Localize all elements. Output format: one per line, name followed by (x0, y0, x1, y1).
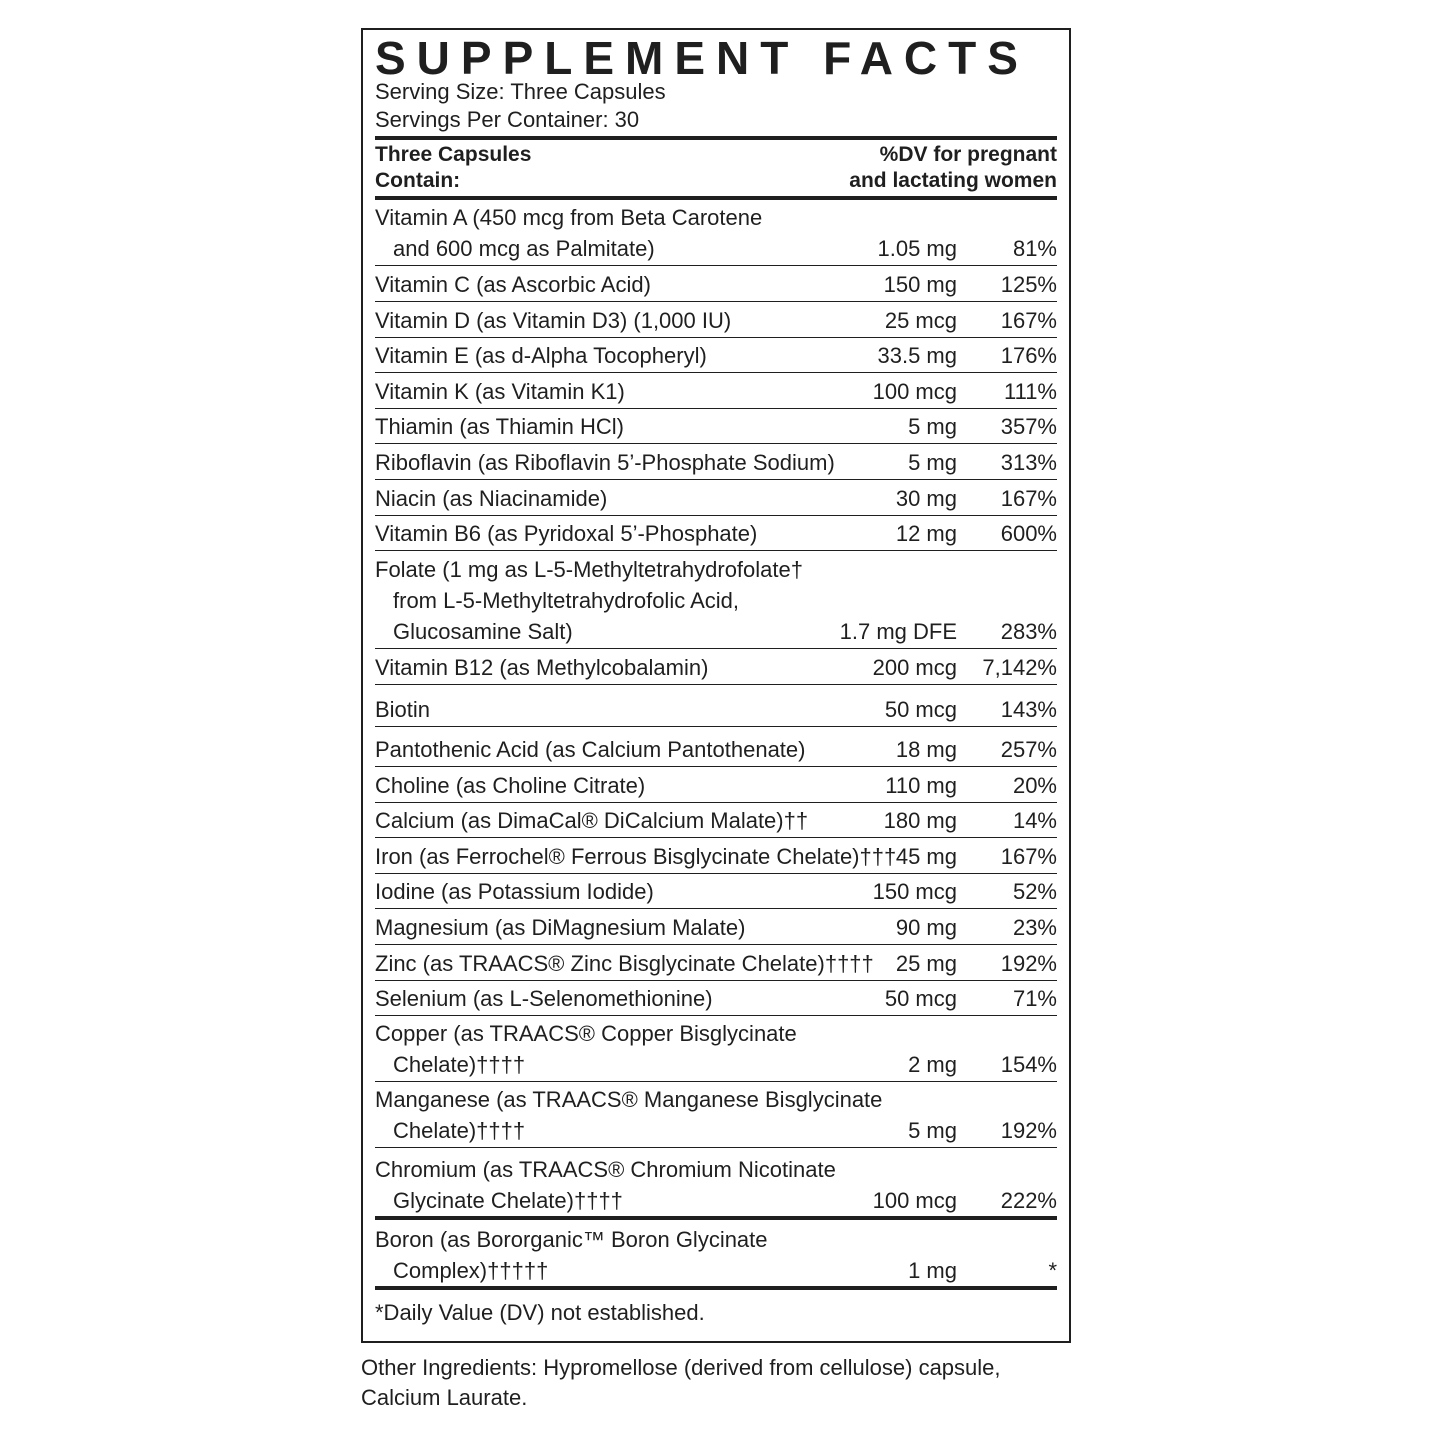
nutrient-name (375, 305, 731, 336)
nutrient-name (375, 876, 654, 907)
nutrient-name-line: Riboflavin (as Riboflavin 5’-Phosphate Sodium) (375, 450, 835, 475)
dv-header-line1: %DV for pregnant (879, 143, 1057, 166)
nutrient-daily-value: 20% (1012, 773, 1057, 798)
nutrient-name (375, 734, 805, 765)
nutrient-amount: 150 mcg (872, 879, 957, 904)
nutrient-daily-value: 283% (1000, 619, 1057, 644)
row-divider (375, 1286, 1057, 1290)
nutrient-row (375, 874, 1057, 909)
nutrient-name-line: Vitamin B12 (as Methylcobalamin) (375, 655, 709, 680)
nutrient-daily-value: 154% (1000, 1052, 1057, 1077)
nutrient-amount: 30 mg (895, 486, 957, 511)
nutrient-name-line: from L-5-Methyltetrahydrofolic Acid, (393, 588, 740, 613)
nutrient-name (375, 202, 762, 264)
nutrient-row (375, 1218, 1057, 1288)
nutrient-name (375, 411, 624, 442)
nutrient-name (375, 554, 803, 647)
nutrient-name (375, 518, 757, 549)
nutrient-name-line: Chromium (as TRAACS® Chromium Nicotinate (375, 1157, 836, 1182)
nutrient-row (375, 909, 1057, 945)
supplement-facts-panel (361, 28, 1071, 1343)
nutrient-amount: 1.05 mg (877, 236, 957, 261)
nutrient-daily-value: 176% (1000, 343, 1057, 368)
amount-header-line2: Contain: (375, 169, 461, 192)
nutrient-amount: 50 mcg (884, 697, 957, 722)
nutrient-name (375, 948, 874, 979)
nutrient-row (375, 945, 1057, 981)
nutrient-name (375, 912, 745, 943)
nutrient-row (375, 302, 1057, 338)
nutrient-name (375, 483, 607, 514)
header-rule (375, 136, 1057, 140)
nutrient-row (375, 1082, 1057, 1148)
nutrient-amount: 180 mg (883, 808, 957, 833)
nutrient-name-line: Vitamin C (as Ascorbic Acid) (375, 272, 651, 297)
amount-header (375, 142, 531, 194)
nutrient-name (375, 269, 651, 300)
nutrient-daily-value: 71% (1012, 986, 1057, 1011)
nutrient-name-line: Vitamin E (as d-Alpha Tocopheryl) (375, 343, 707, 368)
dv-header (849, 142, 1057, 194)
nutrient-row (375, 685, 1057, 727)
nutrient-amount: 100 mcg (872, 1188, 957, 1213)
nutrient-name-line: Pantothenic Acid (as Calcium Pantothenate) (375, 737, 806, 762)
nutrient-name (375, 694, 430, 725)
nutrient-name (375, 376, 625, 407)
nutrient-daily-value: 167% (1000, 486, 1057, 511)
nutrient-daily-value: * (1048, 1258, 1057, 1283)
serving-size: Serving Size: Three Capsules (375, 79, 666, 104)
nutrient-name-line: Thiamin (as Thiamin HCl) (375, 414, 624, 439)
dv-header-line2: and lactating women (849, 169, 1057, 192)
nutrient-name-line: Vitamin A (450 mcg from Beta Carotene (375, 205, 763, 230)
nutrient-row (375, 551, 1057, 649)
nutrient-name-line: Vitamin K (as Vitamin K1) (375, 379, 625, 404)
nutrient-row (375, 409, 1057, 444)
nutrient-name-line: Folate (1 mg as L-5-Methyltetrahydrofolate† (375, 557, 803, 582)
nutrient-name-line: Glucosamine Salt) (393, 619, 573, 644)
nutrient-row (375, 767, 1057, 803)
nutrient-amount: 25 mcg (884, 308, 957, 333)
nutrient-daily-value: 192% (1000, 1118, 1057, 1143)
nutrient-amount: 1 mg (908, 1258, 957, 1283)
nutrient-name-line: Iron (as Ferrochel® Ferrous Bisglycinate Chelate)††† (375, 844, 897, 869)
nutrient-name (375, 805, 808, 836)
nutrient-name-line: Chelate)†††† (393, 1118, 526, 1143)
nutrient-name-line: and 600 mcg as Palmitate) (393, 236, 655, 261)
nutrient-row (375, 838, 1057, 874)
nutrient-name-line: Biotin (375, 697, 431, 722)
nutrient-daily-value: 7,142% (982, 655, 1057, 680)
nutrient-row (375, 1016, 1057, 1082)
nutrient-amount: 90 mg (895, 915, 957, 940)
nutrient-daily-value: 23% (1012, 915, 1057, 940)
nutrient-amount: 150 mg (883, 272, 957, 297)
nutrient-name-line: Zinc (as TRAACS® Zinc Bisglycinate Chelate)†††† (375, 951, 874, 976)
nutrient-name (375, 770, 645, 801)
nutrient-name (375, 841, 896, 872)
nutrient-name-line: Boron (as Bororganic™ Boron Glycinate (375, 1227, 768, 1252)
nutrient-daily-value: 222% (1000, 1188, 1057, 1213)
nutrient-amount: 110 mg (885, 773, 957, 798)
nutrient-row (375, 727, 1057, 767)
nutrient-amount: 200 mcg (872, 655, 957, 680)
nutrient-amount: 33.5 mg (877, 343, 957, 368)
nutrient-name-line: Glycinate Chelate)†††† (393, 1188, 623, 1213)
nutrient-daily-value: 167% (1000, 308, 1057, 333)
nutrient-name-line: Chelate)†††† (393, 1052, 526, 1077)
nutrient-daily-value: 192% (1000, 951, 1057, 976)
nutrient-name-line: Choline (as Choline Citrate) (375, 773, 646, 798)
nutrient-daily-value: 357% (1000, 414, 1057, 439)
nutrient-amount: 1.7 mg DFE (839, 619, 957, 644)
nutrient-daily-value: 167% (1000, 844, 1057, 869)
nutrient-name (375, 1018, 797, 1080)
nutrient-name (375, 983, 713, 1014)
nutrient-name-line: Vitamin B6 (as Pyridoxal 5’-Phosphate) (375, 521, 758, 546)
nutrient-name-line: Selenium (as L-Selenomethionine) (375, 986, 713, 1011)
nutrient-name (375, 1224, 768, 1286)
nutrient-daily-value: 125% (1000, 272, 1057, 297)
nutrient-name-line: Magnesium (as DiMagnesium Malate) (375, 915, 746, 940)
nutrient-name-line: Niacin (as Niacinamide) (375, 486, 608, 511)
nutrient-amount: 25 mg (895, 951, 957, 976)
nutrient-row (375, 480, 1057, 516)
amount-header-line1: Three Capsules (375, 143, 532, 166)
nutrient-row (375, 803, 1057, 838)
nutrient-row (375, 200, 1057, 266)
nutrient-amount: 100 mcg (872, 379, 957, 404)
nutrient-daily-value: 313% (1000, 450, 1057, 475)
nutrient-amount: 12 mg (895, 521, 957, 546)
nutrient-row (375, 516, 1057, 551)
nutrient-daily-value: 81% (1012, 236, 1057, 261)
nutrient-daily-value: 257% (1000, 737, 1057, 762)
nutrient-daily-value: 14% (1012, 808, 1057, 833)
servings-per-container: Servings Per Container: 30 (375, 107, 640, 132)
nutrient-row (375, 981, 1057, 1016)
nutrient-amount: 5 mg (908, 450, 957, 475)
nutrient-row (375, 266, 1057, 302)
nutrient-daily-value: 111% (1003, 379, 1057, 404)
nutrient-row (375, 338, 1057, 373)
nutrient-daily-value: 143% (1000, 697, 1057, 722)
nutrient-row (375, 444, 1057, 480)
nutrient-name-line: Calcium (as DimaCal® DiCalcium Malate)†† (375, 808, 809, 833)
nutrient-name-line: Vitamin D (as Vitamin D3) (1,000 IU) (375, 308, 732, 333)
nutrient-amount: 18 mg (895, 737, 957, 762)
nutrient-name (375, 447, 835, 478)
nutrient-name-line: Iodine (as Potassium Iodide) (375, 879, 654, 904)
nutrient-name (375, 652, 708, 683)
nutrient-amount: 5 mg (908, 1118, 957, 1143)
nutrient-name (375, 340, 707, 371)
dv-footnote: *Daily Value (DV) not established. (375, 1300, 705, 1325)
nutrient-amount: 5 mg (908, 414, 957, 439)
nutrient-name-line: Manganese (as TRAACS® Manganese Bisglycinate (375, 1087, 883, 1112)
nutrient-name-line: Copper (as TRAACS® Copper Bisglycinate (375, 1021, 797, 1046)
nutrient-name-line: Complex)††††† (393, 1258, 549, 1283)
facts-content (375, 30, 1057, 1341)
nutrient-amount: 2 mg (908, 1052, 957, 1077)
nutrient-row (375, 1148, 1057, 1218)
other-ingredients: Other Ingredients: Hypromellose (derived from cellulose) capsule, Calcium Laurate. (361, 1355, 1001, 1410)
nutrient-row (375, 649, 1057, 685)
nutrient-amount: 50 mcg (884, 986, 957, 1011)
nutrient-row (375, 373, 1057, 409)
nutrient-name (375, 1154, 836, 1216)
facts-title: SUPPLEMENT FACTS (375, 32, 1029, 84)
nutrient-daily-value: 52% (1012, 879, 1057, 904)
nutrient-daily-value: 600% (1000, 521, 1057, 546)
nutrient-name (375, 1084, 882, 1146)
nutrient-amount: 45 mg (895, 844, 957, 869)
